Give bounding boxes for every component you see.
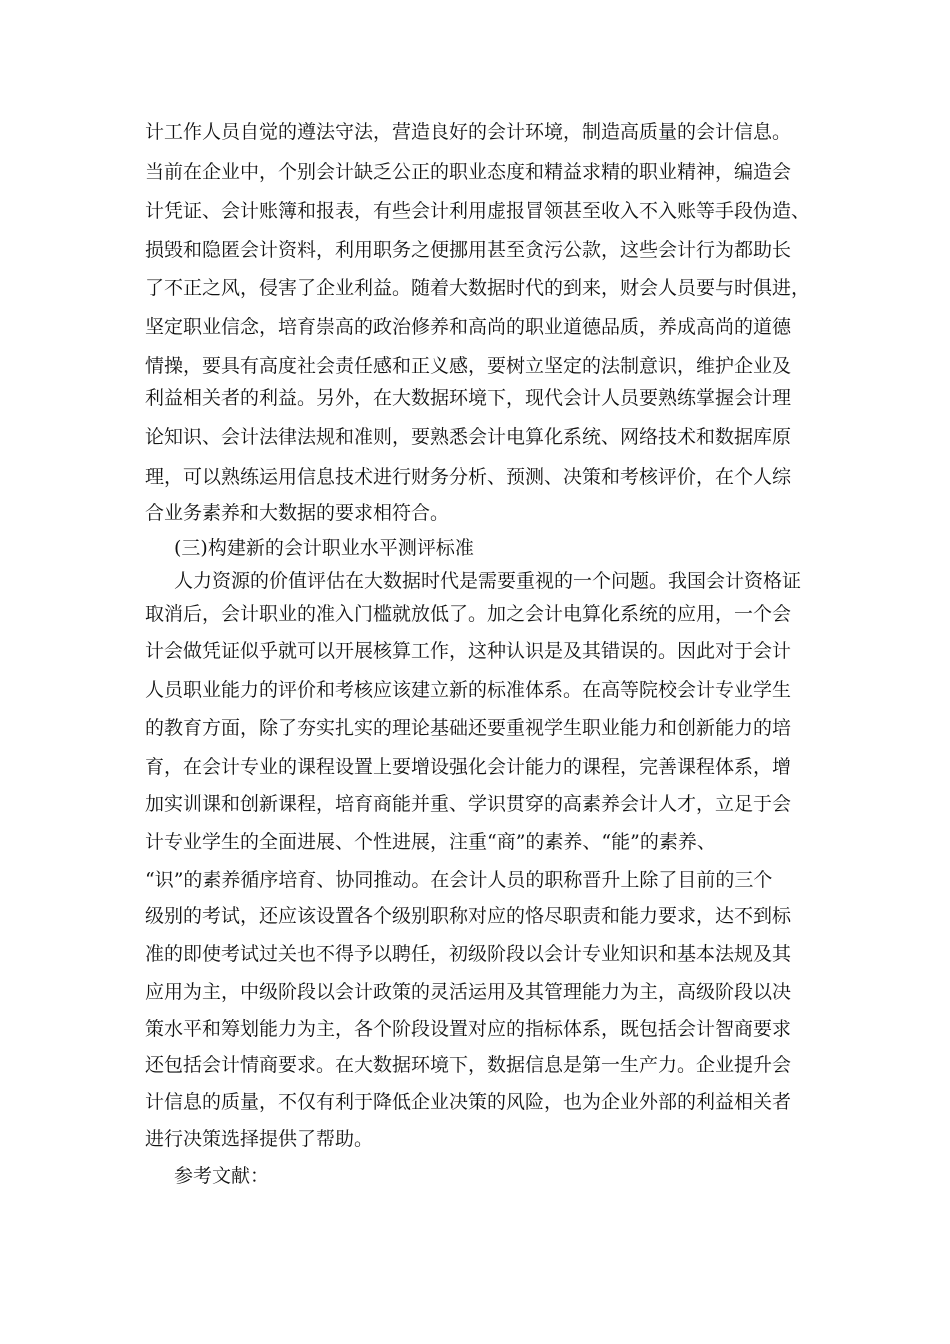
references-heading: 参考文献： (174, 1165, 270, 1187)
text-line: 应用为主，中级阶段以会计政策的灵活运用及其管理能力为主，高级阶段以决 (145, 981, 792, 1003)
text-line: 合业务素养和大数据的要求相符合。 (145, 502, 450, 524)
text-line: 计会做凭证似乎就可以开展核算工作，这种认识是及其错误的。因此对于会计 (145, 640, 792, 662)
text-line: 准的即使考试过关也不得予以聘任，初级阶段以会计专业知识和基本法规及其 (145, 943, 792, 965)
text-line: 育，在会计专业的课程设置上要增设强化会计能力的课程，完善课程体系，增 (145, 756, 792, 778)
text-line: 计信息的质量，不仅有利于降低企业决策的风险，也为企业外部的利益相关者 (145, 1091, 792, 1113)
text-line: 论知识、会计法律法规和准则，要熟悉会计电算化系统、网络技术和数据库原 (145, 426, 792, 448)
text-line: 情操，要具有高度社会责任感和正义感，要树立坚定的法制意识，维护企业及 (145, 355, 792, 377)
text-line: 利益相关者的利益。另外，在大数据环境下，现代会计人员要熟练掌握会计理 (145, 387, 792, 409)
text-line: “识”的素养循序培育、协同推动。在会计人员的职称晋升上除了目前的三个 (145, 869, 773, 891)
text-line: 加实训课和创新课程，培育商能并重、学识贯穿的高素养会计人才，立足于会 (145, 793, 792, 815)
text-line: 取消后，会计职业的准入门槛就放低了。加之会计电算化系统的应用，一个会 (145, 603, 792, 625)
text-line: 进行决策选择提供了帮助。 (145, 1128, 374, 1150)
section-heading: (三)构建新的会计职业水平测评标准 (174, 537, 474, 559)
text-line: 计工作人员自觉的遵法守法，营造良好的会计环境，制造高质量的会计信息。 (145, 121, 792, 143)
text-line: 人员职业能力的评价和考核应该建立新的标准体系。在高等院校会计专业学生 (145, 679, 792, 701)
text-line: 的教育方面，除了夯实扎实的理论基础还要重视学生职业能力和创新能力的培 (145, 717, 792, 739)
text-line: 了不正之风，侵害了企业利益。随着大数据时代的到来，财会人员要与时俱进， (145, 277, 811, 299)
text-line: 当前在企业中，个别会计缺乏公正的职业态度和精益求精的职业精神，编造会 (145, 161, 792, 183)
text-line: 人力资源的价值评估在大数据时代是需要重视的一个问题。我国会计资格证 (174, 570, 802, 592)
text-line: 策水平和筹划能力为主，各个阶段设置对应的指标体系，既包括会计智商要求 (145, 1018, 792, 1040)
text-line: 级别的考试，还应该设置各个级别职称对应的恪尽职责和能力要求，达不到标 (145, 905, 792, 927)
text-line: 损毁和隐匿会计资料，利用职务之便挪用甚至贪污公款，这些会计行为都助长 (145, 239, 792, 261)
text-line: 还包括会计情商要求。在大数据环境下，数据信息是第一生产力。企业提升会 (145, 1054, 792, 1076)
text-line: 计专业学生的全面进展、个性进展，注重“商”的素养、“能”的素养、 (145, 831, 716, 853)
text-line: 理，可以熟练运用信息技术进行财务分析、预测、决策和考核评价，在个人综 (145, 466, 792, 488)
text-line: 坚定职业信念，培育崇高的政治修养和高尚的职业道德品质，养成高尚的道德 (145, 316, 792, 338)
text-line: 计凭证、会计账簿和报表，有些会计利用虚报冒领甚至收入不入账等手段伪造、 (145, 200, 811, 222)
